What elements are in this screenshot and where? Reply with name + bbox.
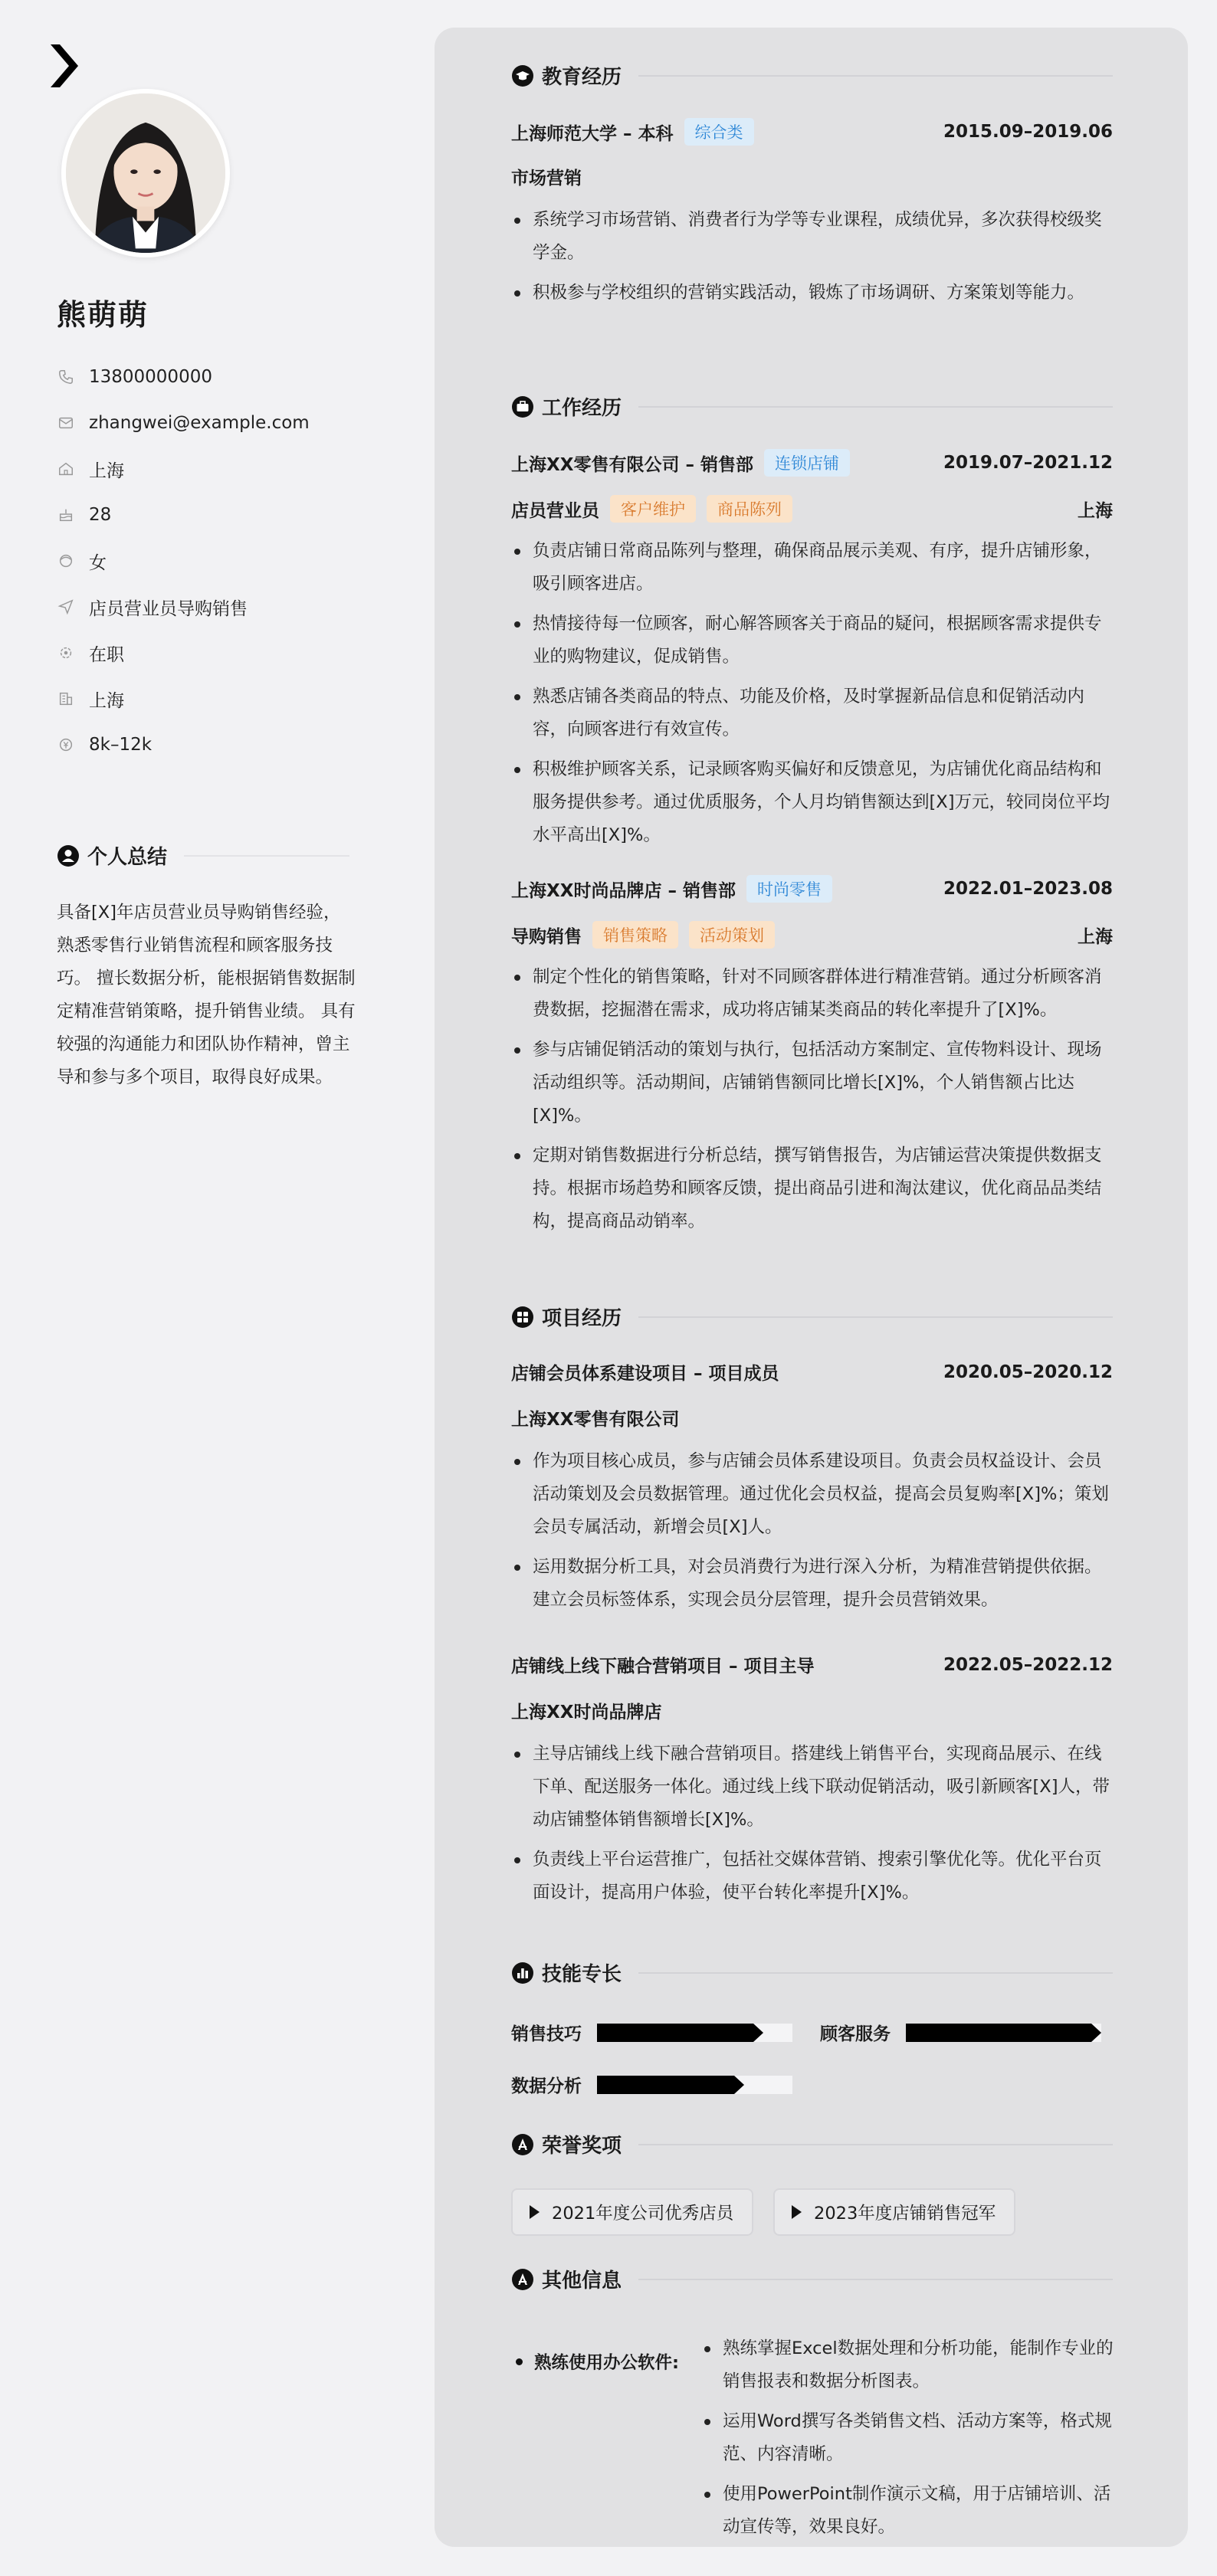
- gender-icon: [57, 552, 75, 570]
- skill-item: [511, 2020, 792, 2045]
- honors-title: 荣誉奖项: [542, 2135, 622, 2158]
- major-row: [511, 164, 1113, 189]
- skill-item: [511, 2072, 792, 2097]
- skills-title: 技能专长: [542, 1963, 622, 1986]
- skill-name: 数据分析: [511, 2076, 582, 2096]
- project-1-org: 上海XX零售有限公司: [511, 1410, 680, 1430]
- contact-city-text: 上海: [89, 690, 124, 711]
- work-heading: [511, 392, 1113, 421]
- list-item: 热情接待每一位顾客，耐心解答顾客关于商品的疑问，根据顾客需求提供专业的购物建议，促成销售。: [511, 608, 1113, 673]
- divider: [638, 1316, 1113, 1318]
- work-1-date: 2019.07–2021.12: [943, 453, 1113, 473]
- education-date: 2015.09–2019.06: [943, 122, 1113, 142]
- divider: [638, 75, 1113, 77]
- home-icon: [57, 460, 75, 478]
- divider: [638, 1972, 1113, 1974]
- education-bullets: [511, 204, 1113, 316]
- list-item: 积极维护顾客关系，记录顾客购买偏好和反馈意见，为店铺优化商品结构和服务提供参考。通过优质服务，个人月均销售额达到[X]万元，较同岗位平均水平高出[X]%。: [511, 753, 1113, 852]
- skill-name: 顾客服务: [820, 2024, 891, 2044]
- list-item: 参与店铺促销活动的策划与执行，包括活动方案制定、宣传物料设计、现场活动组织等。活动期间，店铺销售额同比增长[X]%，个人销售额占比达[X]%。: [511, 1034, 1113, 1132]
- candidate-name: 熊萌萌: [57, 298, 149, 332]
- mail-icon: [57, 414, 75, 432]
- contact-age-text: 28: [89, 505, 112, 525]
- award-icon: [511, 2268, 534, 2291]
- project-2-org-row: [511, 1698, 1113, 1723]
- work-2-tag: 时尚零售: [746, 875, 832, 903]
- skill-name: 销售技巧: [511, 2024, 582, 2044]
- project-2-name: 店铺线上线下融合营销项目 – 项目主导: [511, 1657, 815, 1676]
- work-1-skill-tag: 客户维护: [610, 495, 696, 523]
- list-item: 系统学习市场营销、消费者行为学等专业课程，成绩优异，多次获得校级奖学金。: [511, 204, 1113, 270]
- salary-icon: [57, 736, 75, 754]
- project-2-org: 上海XX时尚品牌店: [511, 1703, 662, 1722]
- phone-icon: [57, 368, 75, 386]
- honor-text: 2021年度公司优秀店员: [552, 2204, 734, 2224]
- contact-status: [57, 630, 310, 676]
- contact-gender-text: 女: [89, 552, 107, 573]
- skill-bar: [597, 2024, 792, 2042]
- project-1-date: 2020.05–2020.12: [943, 1362, 1113, 1382]
- summary-text: 具备[X]年店员营业员导购销售经验，熟悉零售行业销售流程和顾客服务技巧。 擅长数据分析，能根据销售数据制定精准营销策略，提升销售业绩。 具有较强的沟通能力和团队协作精神，曾主导和参与多个项目，取得良好成果。: [57, 903, 356, 1087]
- school-name: 上海师范大学 – 本科: [511, 123, 674, 144]
- skill-bar-fill: [597, 2024, 753, 2042]
- project-1-row: [511, 1359, 1113, 1385]
- contact-status-text: 在职: [89, 644, 124, 665]
- list-item: 作为项目核心成员，参与店铺会员体系建设项目。负责会员权益设计、会员活动策划及会员数据管理。通过优化会员权益，提高会员复购率[X]%；策划会员专属活动，新增会员[X]人。: [511, 1445, 1113, 1544]
- honors-heading: [511, 2130, 1113, 2158]
- work-1-row: [511, 449, 1113, 477]
- work-1-city: 上海: [1078, 500, 1113, 521]
- sidebar: [0, 0, 429, 2576]
- divider: [184, 855, 349, 857]
- summary-title: 个人总结: [87, 846, 168, 869]
- contact-age: [57, 492, 310, 538]
- work-2-role: 导购销售: [511, 926, 582, 947]
- send-icon: [57, 598, 75, 616]
- other-title: 其他信息: [542, 2270, 622, 2293]
- contact-email-text: zhangwei@example.com: [89, 413, 310, 433]
- summary-heading: [57, 841, 349, 870]
- work-title: 工作经历: [542, 397, 622, 420]
- work-2-role-row: [511, 921, 1113, 949]
- other-heading: [511, 2265, 1113, 2293]
- work-2-skill-tag: 活动策划: [689, 921, 775, 949]
- project-2-bullets: [511, 1738, 1113, 1916]
- contact-city: [57, 676, 310, 722]
- contact-location: [57, 446, 310, 492]
- work-1-company: 上海XX零售有限公司 – 销售部: [511, 454, 753, 475]
- skill-bar: [906, 2024, 1101, 2042]
- bar-chart-icon: [511, 1961, 534, 1984]
- skill-item: [820, 2020, 1101, 2045]
- grid-icon: [511, 1306, 534, 1329]
- award-icon: [511, 2133, 534, 2156]
- education-heading: [511, 61, 1113, 90]
- contact-email: [57, 400, 310, 446]
- building-icon: [57, 690, 75, 708]
- education-row: [511, 118, 1113, 146]
- list-item: 积极参与学校组织的营销实践活动，锻炼了市场调研、方案策划等能力。: [511, 277, 1113, 310]
- contact-gender: [57, 538, 310, 584]
- main-panel: [435, 28, 1188, 2547]
- skill-bar-fill: [597, 2076, 734, 2094]
- list-item: 负责店铺日常商品陈列与整理，确保商品展示美观、有序，提升店铺形象，吸引顾客进店。: [511, 535, 1113, 601]
- avatar: [61, 89, 230, 257]
- list-item: 熟悉店铺各类商品的特点、功能及价格，及时掌握新品信息和促销活动内容，向顾客进行有效宣传。: [511, 680, 1113, 746]
- work-2-date: 2022.01–2023.08: [943, 879, 1113, 899]
- skill-bar: [597, 2076, 792, 2094]
- project-2-date: 2022.05–2022.12: [943, 1654, 1113, 1675]
- list-item: 主导店铺线上线下融合营销项目。搭建线上销售平台，实现商品展示、在线下单、配送服务一体化。通过线上线下联动促销活动，吸引新顾客[X]人，带动店铺整体销售额增长[X]%。: [511, 1738, 1113, 1837]
- work-1-bullets: [511, 535, 1113, 859]
- list-item: 使用PowerPoint制作演示文稿，用于店铺培训、活动宣传等，效果良好。: [701, 2478, 1115, 2544]
- projects-heading: [511, 1303, 1113, 1331]
- divider: [638, 406, 1113, 408]
- work-2-skill-tag: 销售策略: [592, 921, 678, 949]
- contact-position: [57, 584, 310, 630]
- work-2-city: 上海: [1078, 926, 1113, 947]
- graduation-cap-icon: [511, 64, 534, 87]
- list-item: 定期对销售数据进行分析总结，撰写销售报告，为店铺运营决策提供数据支持。根据市场趋势和顾客反馈，提出商品引进和淘汰建议，优化商品品类结构，提高商品动销率。: [511, 1139, 1113, 1238]
- cake-icon: [57, 506, 75, 524]
- chevron-logo-icon: [49, 43, 80, 89]
- office-software-label: 熟练使用办公软件:: [511, 2349, 679, 2374]
- work-2-company: 上海XX时尚品牌店 – 销售部: [511, 880, 736, 901]
- office-software-bullets: [701, 2332, 1115, 2551]
- major: 市场营销: [511, 169, 582, 188]
- project-1-org-row: [511, 1405, 1113, 1431]
- education-title: 教育经历: [542, 66, 622, 89]
- work-2-bullets: [511, 961, 1113, 1245]
- contact-phone: [57, 354, 310, 400]
- divider: [638, 2279, 1113, 2280]
- work-1-role: 店员营业员: [511, 500, 599, 521]
- skills-heading: [511, 1958, 1113, 1987]
- contact-location-text: 上海: [89, 460, 124, 481]
- contact-list: [57, 354, 310, 768]
- contact-salary-text: 8k–12k: [89, 735, 153, 755]
- play-icon: [530, 2205, 540, 2219]
- project-1-bullets: [511, 1445, 1113, 1624]
- contact-salary: [57, 722, 310, 768]
- status-icon: [57, 644, 75, 662]
- divider: [638, 2144, 1113, 2145]
- list-item: 熟练掌握Excel数据处理和分析功能，能制作专业的销售报表和数据分析图表。: [701, 2332, 1115, 2398]
- contact-phone-text: 13800000000: [89, 367, 212, 387]
- portrait-icon: [66, 93, 225, 253]
- work-1-role-row: [511, 495, 1113, 523]
- skill-bar-fill: [906, 2024, 1091, 2042]
- work-1-tag: 连锁店铺: [764, 449, 850, 477]
- list-item: 制定个性化的销售策略，针对不同顾客群体进行精准营销。通过分析顾客消费数据，挖掘潜在需求，成功将店铺某类商品的转化率提升了[X]%。: [511, 961, 1113, 1027]
- briefcase-icon: [511, 395, 534, 418]
- work-2-row: [511, 875, 1113, 903]
- school-tag: 综合类: [684, 118, 754, 146]
- honor-text: 2023年度店铺销售冠军: [814, 2204, 996, 2224]
- project-1-name: 店铺会员体系建设项目 – 项目成员: [511, 1364, 779, 1384]
- honor-badge: [773, 2188, 1015, 2236]
- work-1-skill-tag: 商品陈列: [707, 495, 792, 523]
- project-2-row: [511, 1652, 1113, 1677]
- honor-badge: [511, 2188, 753, 2236]
- projects-title: 项目经历: [542, 1307, 622, 1330]
- list-item: 运用Word撰写各类销售文档、活动方案等，格式规范、内容清晰。: [701, 2405, 1115, 2471]
- user-icon: [57, 844, 80, 867]
- play-icon: [792, 2205, 802, 2219]
- list-item: 运用数据分析工具，对会员消费行为进行深入分析，为精准营销提供依据。建立会员标签体系，实现会员分层管理，提升会员营销效果。: [511, 1551, 1113, 1617]
- list-item: 负责线上平台运营推广，包括社交媒体营销、搜索引擎优化等。优化平台页面设计，提高用户体验，使平台转化率提升[X]%。: [511, 1844, 1113, 1909]
- contact-position-text: 店员营业员导购销售: [89, 598, 248, 619]
